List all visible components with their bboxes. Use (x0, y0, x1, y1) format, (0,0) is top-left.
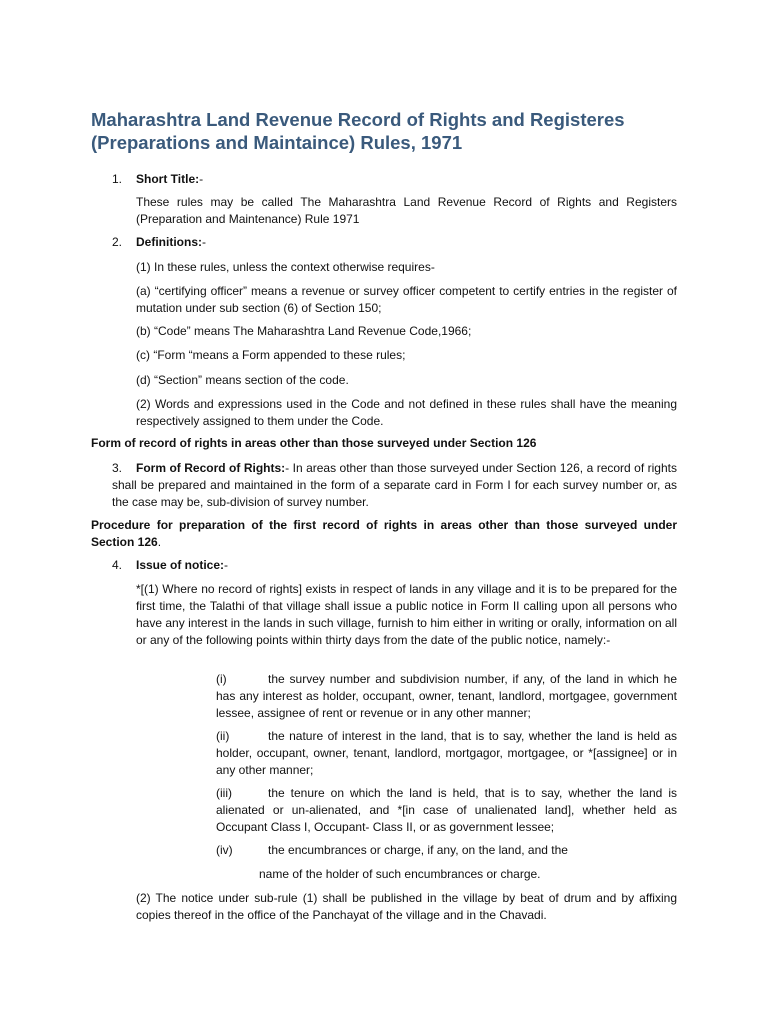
item-text: the nature of interest in the land, that is to say, whether the land is held as holder, occupant, owner, tenant, landlord, mortgagor, mortgagee, or *[assignee] or in any other manner; (216, 729, 677, 777)
section-number: 1. (112, 172, 123, 186)
definitions-intro: (1) In these rules, unless the context otherwise requires- (136, 260, 435, 274)
heading-dash: - (202, 235, 206, 249)
procedure-heading (91, 517, 677, 551)
definition-a: (a) “certifying officer” means a revenue or survey officer competent to certify entries in the register of mutation under sub section (6) of Section 150; (136, 284, 677, 315)
procedure-heading-text: Procedure for preparation of the first record of rights in areas other than those surveyed under Section 126 (91, 518, 677, 549)
notice-item-iv-continued: name of the holder of such encumbrances or charge. (259, 867, 541, 881)
definition-b: (b) “Code” means The Maharashtra Land Revenue Code,1966; (136, 324, 472, 338)
section-2-heading (112, 234, 206, 251)
definition-d: (d) “Section” means section of the code. (136, 373, 349, 387)
form-of-record-heading: Form of record of rights in areas other than those surveyed under Section 126 (91, 436, 537, 450)
heading-dash: - (199, 172, 204, 186)
section-1-heading (112, 171, 203, 188)
section-title: Short Title: (136, 172, 200, 186)
heading-dash: - (224, 558, 229, 572)
item-label: (iv) (216, 843, 233, 857)
section-3-body-first: - In areas other than those surveyed under Section 126, a record of rights shall be prepared and maintained in the form of a separate card in Form I for each survey number or, as the case may be, sub-division of survey number. (112, 461, 677, 509)
section-number: 2. (112, 235, 123, 249)
definition-c: (c) “Form “means a Form appended to these rules; (136, 348, 406, 362)
section-title: Issue of notice: (136, 558, 225, 572)
notice-clause-2: (2) The notice under sub-rule (1) shall be published in the village by beat of drum and by affixing copies thereof in the office of the Panchayat of the village and in the Chavadi. (136, 891, 677, 922)
item-text: the survey number and subdivision number, if any, of the land in which he has any interest as holder, occupant, owner, tenant, landlord, mortgagee, government lessee, assignee of rent or revenue or in any other manner; (216, 672, 677, 720)
section-number: 4. (112, 558, 123, 572)
item-text: the encumbrances or charge, if any, on the land, and the (268, 843, 568, 857)
section-4-heading (112, 557, 228, 574)
section-title: Definitions: (136, 235, 202, 249)
item-label: (iii) (216, 786, 232, 800)
section-number: 3. (112, 461, 123, 475)
item-text: the tenure on which the land is held, that is to say, whether the land is alienated or un-alienated, and *[in case of unalienated land], whether held as Occupant Class I, Occupant- Class II, or as government lessee; (216, 786, 677, 834)
title-line-1: Maharashtra Land Revenue Record of Rights and Registeres (91, 109, 625, 130)
item-label: (i) (216, 672, 227, 686)
document-title (91, 108, 691, 154)
section-3 (112, 460, 677, 511)
section-1-body: These rules may be called The Maharashtra Land Revenue Record of Rights and Registers (Preparation and Maintenance) Rule 1971 (136, 195, 677, 226)
definitions-clause-2: (2) Words and expressions used in the Code and not defined in these rules shall have the meaning respectively assigned to them under the Code. (136, 397, 677, 428)
title-line-2: (Preparations and Maintaince) Rules, 1971 (91, 132, 463, 153)
item-label: (ii) (216, 729, 230, 743)
procedure-heading-period: . (157, 535, 162, 549)
notice-clause-1: *[(1) Where no record of rights] exists in respect of lands in any village and it is to be prepared for the first time, the Talathi of that village shall issue a public notice in Form II calling upon all persons who have any interest in the lands in such village, furnish to him either in writing or orally, information on all or any of the following points within thirty days from the date of the public notice, namely:- (136, 582, 677, 647)
section-title: Form of Record of Rights: (136, 461, 286, 475)
